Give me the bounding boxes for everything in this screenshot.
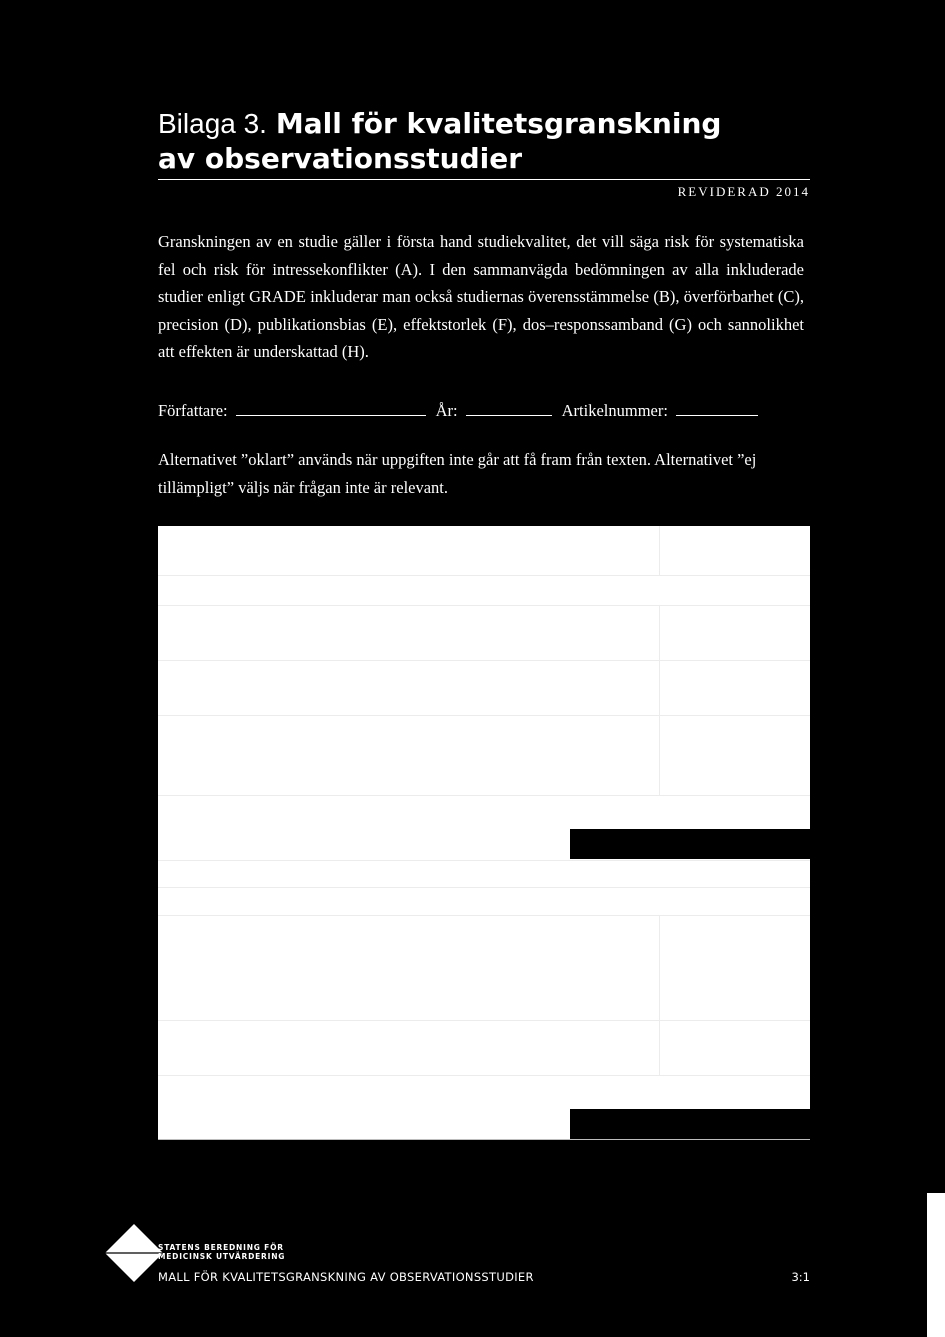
column-divider <box>659 915 660 1075</box>
table-divider <box>158 1075 810 1076</box>
organization-name-line2: MEDICINSK UTVÄRDERING <box>158 1252 286 1261</box>
page-edge-tab <box>927 1193 945 1337</box>
assessment-form-table <box>158 526 810 1140</box>
table-divider <box>158 887 810 888</box>
organization-name <box>158 1243 285 1261</box>
table-shaded-cell <box>570 1109 810 1139</box>
table-divider <box>158 575 810 576</box>
author-input-line[interactable] <box>236 399 426 416</box>
year-input-line[interactable] <box>466 399 552 416</box>
title-main-line1: Mall för kvalitetsgranskning <box>275 107 722 140</box>
table-divider <box>158 715 810 716</box>
footer-document-title: MALL FÖR KVALITETSGRANSKNING AV OBSERVATIONSSTUDIER <box>158 1270 534 1284</box>
metadata-fields <box>158 398 810 424</box>
title-divider <box>158 179 810 180</box>
table-divider <box>158 795 810 796</box>
column-divider <box>659 526 660 575</box>
title-main-line2: av observationsstudier <box>158 142 523 175</box>
page-number: 3:1 <box>791 1270 810 1284</box>
revision-label: REVIDERAD 2014 <box>677 184 810 199</box>
organization-name-line1: STATENS BEREDNING FÖR <box>158 1243 284 1252</box>
page-title <box>158 106 818 176</box>
sbu-logo-icon <box>105 1224 163 1282</box>
title-line-1 <box>158 106 818 141</box>
table-divider <box>158 660 810 661</box>
table-bottom-border <box>158 1139 810 1140</box>
instructions-note: Alternativet ”oklart” används när uppgiften inte går att få fram från texten. Alternativet ”ej tillämpligt” väljs när frågan inte är relevant. <box>158 450 757 497</box>
column-divider <box>659 605 660 795</box>
article-number-input-line[interactable] <box>676 399 758 416</box>
title-prefix: Bilaga 3. <box>158 108 267 139</box>
table-divider <box>158 915 810 916</box>
table-divider <box>158 1020 810 1021</box>
year-label: År: <box>435 401 458 420</box>
table-shaded-cell <box>570 829 810 859</box>
table-divider <box>158 860 810 861</box>
table-divider <box>158 605 810 606</box>
author-label: Författare: <box>158 401 228 420</box>
article-number-label: Artikelnummer: <box>561 401 668 420</box>
intro-paragraph: Granskningen av en studie gäller i första hand studiekvalitet, det vill säga risk för systematiska fel och risk för intressekonflikter (A). I den sammanvägda bedömningen av alla inkluderade studier enligt GRADE inkluderar man också studiernas överensstämmelse (B), överförbarhet (C), precision (D), publikationsbias (E), effektstorlek (F), dos–responssamband (G) och sannolikhet att effekten är underskattad (H). <box>158 232 804 361</box>
